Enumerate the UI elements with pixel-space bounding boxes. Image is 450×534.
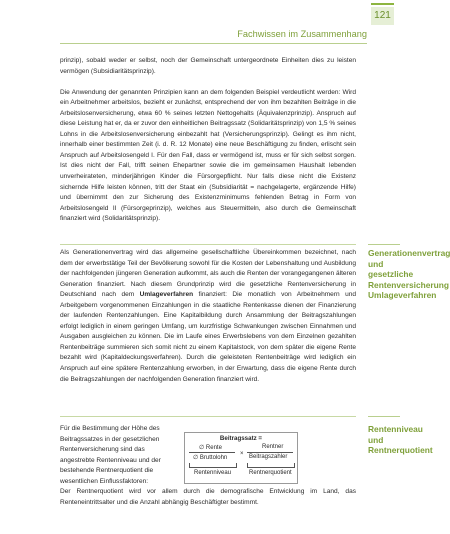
section-principles — [60, 56, 356, 225]
formula-right-denominator: Beitragszahler — [249, 454, 288, 460]
paragraph-beitragssatz: Für die Bestimmung der Höhe des Beitragssatzes in der gesetzlichen Rentenversicherung sind das angestrebte Rentenniveau und der bestehende Rentnerquotient die wesentlichen Einflussfaktoren: — [60, 425, 161, 485]
paragraph-generationenvertrag: Als Generationenvertrag wird das allgemeine gesellschaftliche Übereinkommen bezeichnet, nach dem der erwerbstätige Teil der Bevölkerung sowohl für die Kosten der Lebenshaltung und Ausbildung der nachfolgenden jüngeren Generation aufkommt, als auch die Renten der vorangegangenen älteren Generation finanziert. Nach diesem Grundprinzip wird die gesetzliche Rentenversicherung in Deutschland nach dem Umlageverfahren finanziert: Die monatlich von Arbeitnehmern und Arbeitgebern vorgenommenen Einzahlungen in die staatliche Rentenkasse dienen der Finanzierung der laufenden Rentenzahlungen. Eine Kapitalbildung durch Ansammlung der Beitragszahlungen erfolgt lediglich in einem geringen Umfang, um kurzfristige Schwankungen zwischen Einnahmen und Ausgaben ausgleichen zu können. Die im Laufe eines Erwerbslebens von dem Einzelnen gezahlten Rentenbeiträge summieren sich somit nicht zu einem Kapitalstock, von dem später die eigene Rente bezahlt wird (Kapitaldeckungsverfahren). Durch die geleisteten Rentenbeiträge wird lediglich ein Anspruch auf eine spätere Rentenzahlung erworben, in der Erwartung, dass die eigene Rente durch die Beitragszahlungen der nachfolgenden Generation finanziert wird. — [60, 249, 356, 383]
side-label-rentenniveau: Rentenniveau und Rentnerquotient — [368, 424, 433, 456]
formula-right-numerator: Rentner — [262, 444, 284, 450]
formula-left-fraction-line — [189, 452, 235, 453]
side-label-generationenvertrag: Generationenvertrag und gesetzliche Rentenversicherung Umlageverfahren — [368, 248, 450, 301]
term-umlageverfahren: Umlageverfahren — [139, 291, 194, 299]
paragraph-subsidiarity-end: prinzip), sobald weder er selbst, noch der Gemeinschaft untergeordnete Einheiten dies zu leisten vermögen (Subsidiaritätsprinzip). — [60, 57, 356, 75]
section-generationenvertrag — [60, 248, 356, 385]
formula-left-numerator: ∅ Rente — [199, 445, 222, 451]
header-rule — [60, 43, 367, 44]
paragraph-example: Die Anwendung der genannten Prinzipien kann an dem folgenden Beispiel verdeutlicht werden: Wird ein Arbeitnehmer arbeitslos, bezieht er zunächst, entsprechend der von ihm bezahlten Beiträge in die Arbeitslosenversicherung, etwa 60 % seines letzten Nettogehalts (Äquivalenzprinzip). Anspruch auf diese Leistung hat er, da er zuvor den einheitlichen Beitragssatz (Solidaritätsprinzip) von 1,5 % seines Lohns in die Arbeitslosenversicherung einbezahlt hat (Versicherungsprinzip). Gelingt es ihm nicht, innerhalb einer bestimmten Zeit (i. d. R. 12 Monate) eine neue Beschäftigung zu finden, erlischt sein Anspruch auf Arbeitslosengeld I. Für den Fall, dass er vermögend ist, muss er für sich selbst sorgen. Ist dies nicht der Fall, trifft seinen Ehepartner sowie die im gemeinsamen Haushalt lebenden unverheirateten, minderjährigen Kinder die Fürsorgepflicht. Nur falls diese nicht die Existenz sichernde Hilfe leisten können, tritt der Staat ein (Subsidiarität = nachgelagerte, ergänzende Hilfe) und übernimmt den zur Sicherung des Existenzminimums fehlenden Betrag in Form von Arbeitslosengeld II (Fürsorgeprinzip), welches aus Steuermitteln, also durch die Gemeinschaft finanziert wird (Solidaritätsprinzip). — [60, 88, 356, 223]
formula-label-rentnerquotient: Rentnerquotient — [249, 470, 292, 476]
running-head: Fachwissen im Zusammenhang — [237, 29, 367, 39]
side-divider — [368, 244, 400, 245]
paragraph-rentnerquotient: Der Rentnerquotient wird vor allem durch die demografische Entwicklung im Land, das Renteneintrittsalter und die Anzahl abhängig Beschäftigter bestimmt. — [60, 488, 356, 506]
formula-right-fraction-line — [247, 452, 293, 453]
section-divider — [60, 244, 356, 245]
section-divider-2 — [60, 416, 356, 417]
formula-label-rentenniveau: Rentenniveau — [194, 470, 232, 476]
formula-left-denominator: ∅ Bruttolohn — [193, 455, 228, 461]
page-number-accent — [371, 3, 394, 5]
formula-times: × — [240, 451, 244, 457]
formula-title: Beitragssatz = — [219, 435, 263, 442]
formula-left-bracket — [189, 463, 237, 468]
page-number: 121 — [371, 7, 394, 25]
side-divider-2 — [368, 416, 400, 417]
beitragssatz-formula — [184, 432, 298, 484]
formula-right-bracket — [247, 463, 295, 468]
